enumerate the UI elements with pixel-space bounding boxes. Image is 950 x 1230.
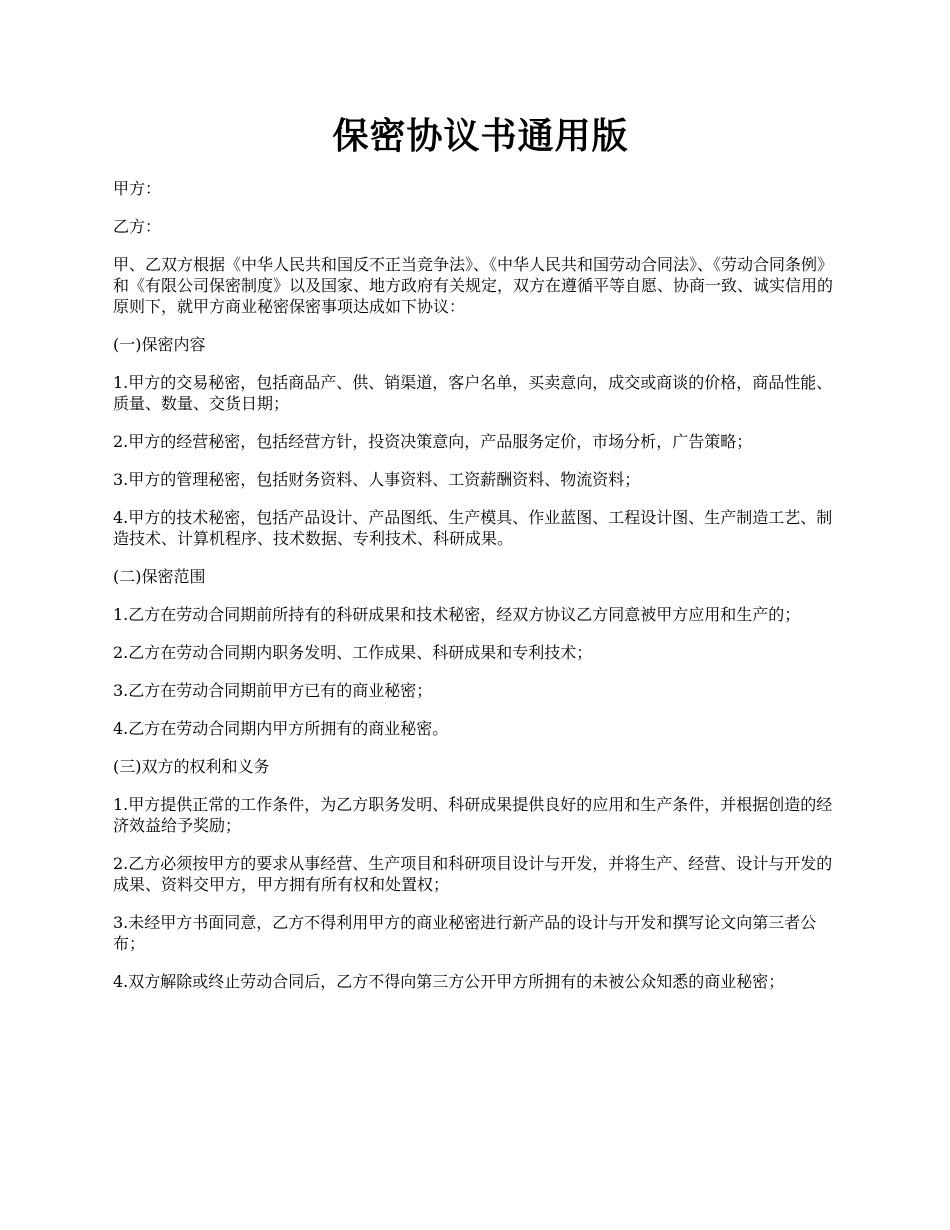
clause-paragraph: 1.甲方的交易秘密，包括商品产、供、销渠道，客户名单，买卖意向，成交或商谈的价格，商品性能、质量、数量、交货日期；	[113, 373, 833, 413]
clause-paragraph: 3.未经甲方书面同意，乙方不得利用甲方的商业秘密进行新产品的设计与开发和撰写论文向第三者公布；	[113, 913, 817, 953]
party-b-line: 乙方：	[113, 217, 162, 236]
document-body	[113, 110, 848, 1009]
party-a-line: 甲方：	[113, 179, 162, 198]
clause-paragraph: 4.甲方的技术秘密，包括产品设计、产品图纸、生产模具、作业蓝图、工程设计图、生产制造工艺、制造技术、计算机程序、技术数据、专利技术、科研成果。	[113, 508, 833, 548]
section-heading-confidential-scope: (二)保密范围	[113, 567, 206, 586]
clause-paragraph: 3.乙方在劳动合同期前甲方已有的商业秘密；	[113, 681, 433, 700]
clause-paragraph: 2.甲方的经营秘密，包括经营方针，投资决策意向，产品服务定价，市场分析，广告策略；	[113, 432, 753, 451]
document-title: 保密协议书通用版	[332, 115, 629, 157]
clause-paragraph: 3.甲方的管理秘密，包括财务资料、人事资料、工资薪酬资料、物流资料；	[113, 470, 641, 489]
section-heading-rights-obligations: (三)双方的权利和义务	[113, 757, 270, 776]
clause-paragraph: 2.乙方必须按甲方的要求从事经营、生产项目和科研项目设计与开发，并将生产、经营、设计与开发的成果、资料交甲方，甲方拥有所有权和处置权；	[113, 854, 833, 894]
section-heading-confidential-content: (一)保密内容	[113, 335, 206, 354]
preamble-paragraph: 甲、乙双方根据《中华人民共和国反不正当竞争法》、《中华人民共和国劳动合同法》、《劳动合同条例》和《有限公司保密制度》以及国家、地方政府有关规定，双方在遵循平等自愿、协商一致、诚实信用的原则下，就甲方商业秘密保密事项达成如下协议：	[113, 255, 834, 316]
clause-paragraph: 1.甲方提供正常的工作条件，为乙方职务发明、科研成果提供良好的应用和生产条件，并根据创造的经济效益给予奖励；	[113, 795, 833, 835]
clause-paragraph: 1.乙方在劳动合同期前所持有的科研成果和技术秘密，经双方协议乙方同意被甲方应用和生产的；	[113, 605, 801, 624]
clause-paragraph: 2.乙方在劳动合同期内职务发明、工作成果、科研成果和专利技术；	[113, 643, 593, 662]
clause-paragraph: 4.乙方在劳动合同期内甲方所拥有的商业秘密。	[113, 719, 449, 738]
clause-paragraph: 4.双方解除或终止劳动合同后，乙方不得向第三方公开甲方所拥有的未被公众知悉的商业秘密；	[113, 972, 785, 991]
